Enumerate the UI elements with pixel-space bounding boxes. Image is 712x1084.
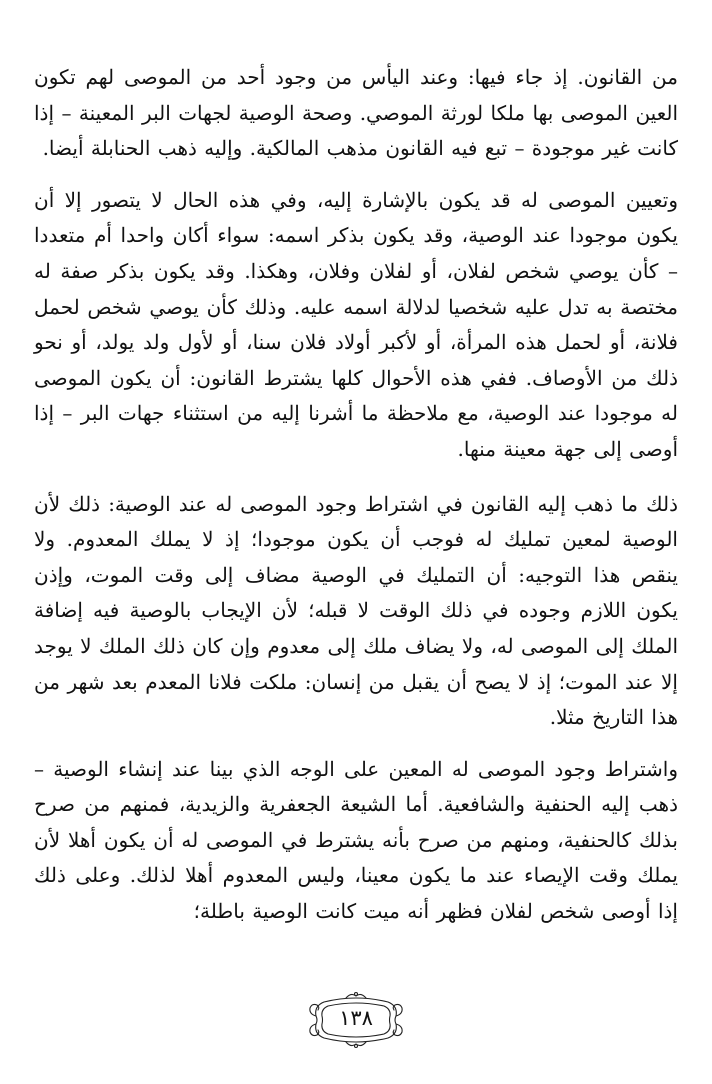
paragraph-1: من القانون. إذ جاء فيها: وعند اليأس من وجود أحد من الموصى لهم تكون العين الموصى بها ملكا لورثة الموصي. وصحة الوصية لجهات البر المعينة – إذا كانت غير موجودة – تبع فيه القانون مذهب المالكية. وإليه ذهب الحنابلة أيضا. [34, 65, 678, 161]
paragraph-3: ذلك ما ذهب إليه القانون في اشتراط وجود الموصى له عند الوصية: ذلك لأن الوصية لمعين تمليك له فوجب أن يكون موجودا؛ إذ لا يملك المعدوم. ولا ينقص هذا التوجيه: أن التمليك في الوصية مضاف إلى وقت الموت، وإذن يكون اللازم وجوده في ذلك الوقت لا قبله؛ لأن الإيجاب بالوصية فيه إضافة الملك إلى الموصى له، ولا يضاف ملك إلى معدوم وإن كان ذلك الملك لا يوجد إلا عند الموت؛ إذ لا يصح أن يقبل من إنسان: ملكت فلانا المعدم بعد شهر من هذا التاريخ مثلا. [34, 491, 678, 730]
paragraph-4: واشتراط وجود الموصى له المعين على الوجه الذي بينا عند إنشاء الوصية – ذهب إليه الحنفية والشافعية. أما الشيعة الجعفرية والزيدية، فمنهم من صرح بذلك كالحنفية، ومنهم من صرح بأنه يشترط في الموصى له أن يكون أهلا لأن يملك وقت الإيصاء عند ما يكون معينا، وليس المعدوم أهلا لذلك. وعلى ذلك إذا أوصى شخص لفلان فظهر أنه ميت كانت الوصية باطلة؛ [34, 756, 678, 924]
page-number: ١٣٨ [339, 1006, 373, 1030]
page-body-text [34, 60, 678, 949]
paragraph-2: وتعيين الموصى له قد يكون بالإشارة إليه، وفي هذه الحال لا يتصور إلا أن يكون موجودا عند الوصية، وقد يكون بذكر اسمه: سواء أكان واحدا أم متعددا – كأن يوصي شخص لفلان، أو لفلان وفلان، وهكذا. وقد يكون بذكر صفة له مختصة به تدل عليه شخصيا لدلالة اسمه عليه. وذلك كأن يوصي شخص لحمل فلانة، أو لحمل هذه المرأة، أو لأكبر أولاد فلان سنا، أو لأول ولد يولد، أو نحو ذلك من الأوصاف. ففي هذه الأحوال كلها يشترط القانون: أن يكون الموصى له موجودا عند الوصية، مع ملاحظة ما أشرنا إليه من استثناء جهات البر – إذا أوصى إلى جهة معينة منها. [34, 187, 678, 461]
page-number-ornament [306, 990, 406, 1050]
